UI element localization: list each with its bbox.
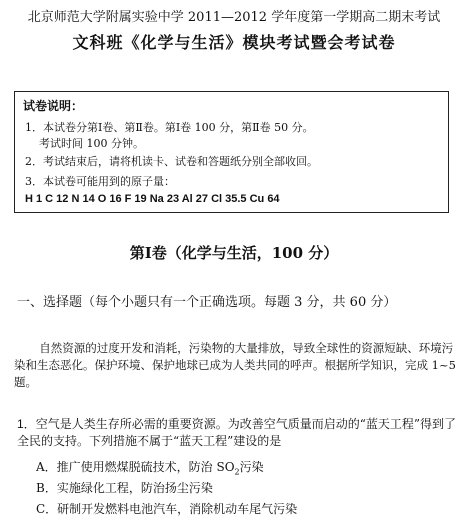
instruction-1-time: 考试时间 100 分钟。 [39,137,144,150]
section-one-title: 一、选择题（每个小题只有一个正确选项。每题 3 分，共 60 分） [17,295,397,310]
instructions-heading: 试卷说明： [23,99,84,113]
instruction-1: 1．本试卷分第Ⅰ卷、第Ⅱ卷。第Ⅰ卷 100 分，第Ⅱ卷 50 分。 [25,121,314,134]
exam-title: 文科班《化学与生活》模块考试暨会考试卷 [72,33,396,52]
instruction-3: 3．本试卷可能用到的原子量： [25,175,175,188]
question-1-stem [17,416,462,450]
school-exam-line: 北京师范大学附属实验中学 2011—2012 学年度第一学期高二期末考试 [27,10,441,25]
instruction-2: 2．考试结束后，请将机读卡、试卷和答题纸分别全部收回。 [25,155,318,168]
reading-passage: 自然资源的过度开发和消耗，污染物的大量排放，导致全球性的资源短缺、环境污染和生态恶化。保护环境、保护地球已成为人类共同的呼声。根据所学知识，完成 1~5 题。 [14,341,456,389]
atomic-weights: H 1 C 12 N 14 O 16 F 19 Na 23 Al 27 Cl 35.5 Cu 64 [25,193,280,205]
option-a-suffix: 污染 [239,460,264,474]
option-a [36,458,264,476]
question-text: 空气是人类生存所必需的重要资源。为改善空气质量而启动的“蓝天工程”得到了全民的支持。下列措施不属于“蓝天工程”建设的是 [17,417,456,448]
option-b: B．实施绿化工程，防治扬尘污染 [36,481,213,495]
question-number: 1． [17,417,36,431]
option-a-subscript: 2 [234,467,240,477]
part-one-title: 第Ⅰ卷（化学与生活，100 分） [129,244,339,262]
exam-instructions-box [14,91,449,213]
option-a-text: A．推广使用燃煤脱硫技术，防治 SO [36,460,235,474]
option-c: C．研制开发燃料电池汽车，消除机动车尾气污染 [36,502,298,516]
